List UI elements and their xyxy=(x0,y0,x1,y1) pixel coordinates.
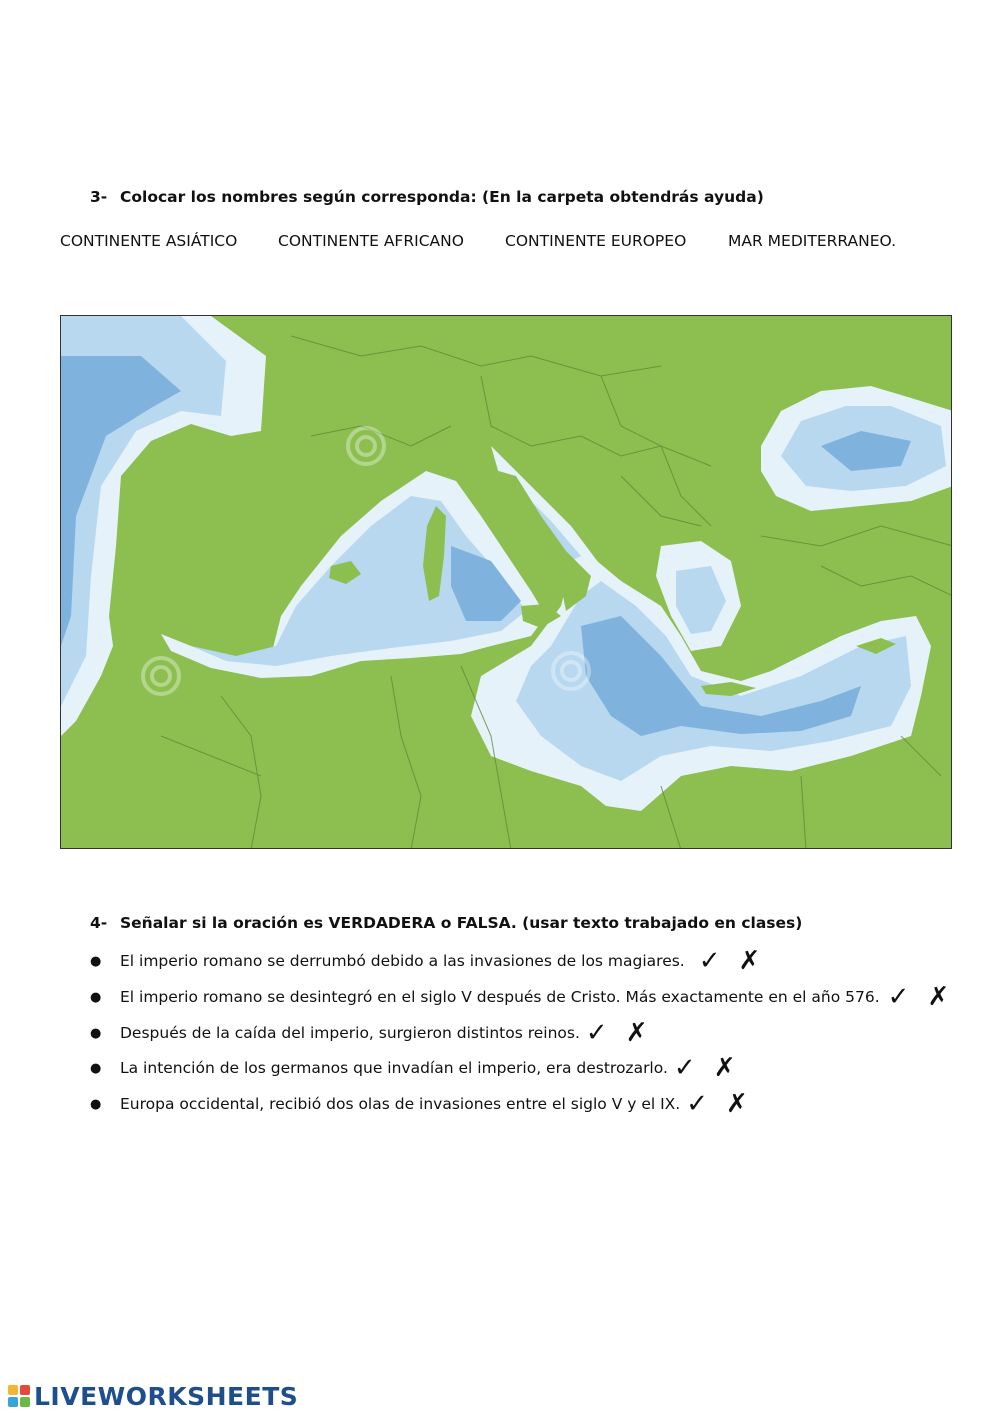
false-cross-icon[interactable]: ✗ xyxy=(726,1089,748,1119)
true-checkmark-icon[interactable]: ✓ xyxy=(585,1018,608,1048)
bullet-icon: ● xyxy=(90,953,102,969)
mediterranean-map xyxy=(60,315,952,849)
word-bank-africa[interactable]: CONTINENTE AFRICANO xyxy=(278,232,464,250)
statement-row xyxy=(90,946,760,976)
section-3-instruction: Colocar los nombres según corresponda: (En la carpeta obtendrás ayuda) xyxy=(120,188,764,206)
statement-text: El imperio romano se desintegró en el siglo V después de Cristo. Más exactamente en el año 576. xyxy=(120,988,880,1006)
statement-text: La intención de los germanos que invadían el imperio, era destrozarlo. xyxy=(120,1059,668,1077)
true-checkmark-icon[interactable]: ✓ xyxy=(887,982,910,1012)
word-bank-europe[interactable]: CONTINENTE EUROPEO xyxy=(505,232,687,250)
section-4-number: 4- xyxy=(90,914,108,932)
section-4-heading xyxy=(90,914,802,932)
statement-text: Después de la caída del imperio, surgieron distintos reinos. xyxy=(120,1024,580,1042)
true-checkmark-icon[interactable]: ✓ xyxy=(673,1053,696,1083)
true-checkmark-icon[interactable]: ✓ xyxy=(686,1089,709,1119)
bullet-icon: ● xyxy=(90,989,102,1005)
statement-row xyxy=(90,1053,735,1083)
word-bank-asia[interactable]: CONTINENTE ASIÁTICO xyxy=(60,232,238,250)
word-bank-mediterranean[interactable]: MAR MEDITERRANEO. xyxy=(728,232,897,250)
statement-row xyxy=(90,982,949,1012)
brand-name: LIVEWORKSHEETS xyxy=(34,1381,299,1411)
bullet-icon: ● xyxy=(90,1096,102,1112)
section-3-heading xyxy=(90,188,764,206)
statement-row xyxy=(90,1018,648,1048)
statement-text: Europa occidental, recibió dos olas de invasiones entre el siglo V y el IX. xyxy=(120,1095,681,1113)
map-graphic xyxy=(61,316,952,849)
statement-row xyxy=(90,1089,748,1119)
bullet-icon: ● xyxy=(90,1060,102,1076)
false-cross-icon[interactable]: ✗ xyxy=(927,982,950,1012)
false-cross-icon[interactable]: ✗ xyxy=(713,1053,736,1083)
statement-text: El imperio romano se derrumbó debido a las invasiones de los magiares. xyxy=(120,952,685,970)
false-cross-icon[interactable]: ✗ xyxy=(625,1018,648,1048)
section-4-instruction: Señalar si la oración es VERDADERA o FALSA. (usar texto trabajado en clases) xyxy=(120,914,803,932)
logo-icon xyxy=(8,1385,30,1407)
liveworksheets-logo xyxy=(8,1382,298,1410)
true-checkmark-icon[interactable]: ✓ xyxy=(698,946,721,976)
false-cross-icon[interactable]: ✗ xyxy=(738,946,761,976)
section-3-number: 3- xyxy=(90,188,108,206)
bullet-icon: ● xyxy=(90,1025,102,1041)
